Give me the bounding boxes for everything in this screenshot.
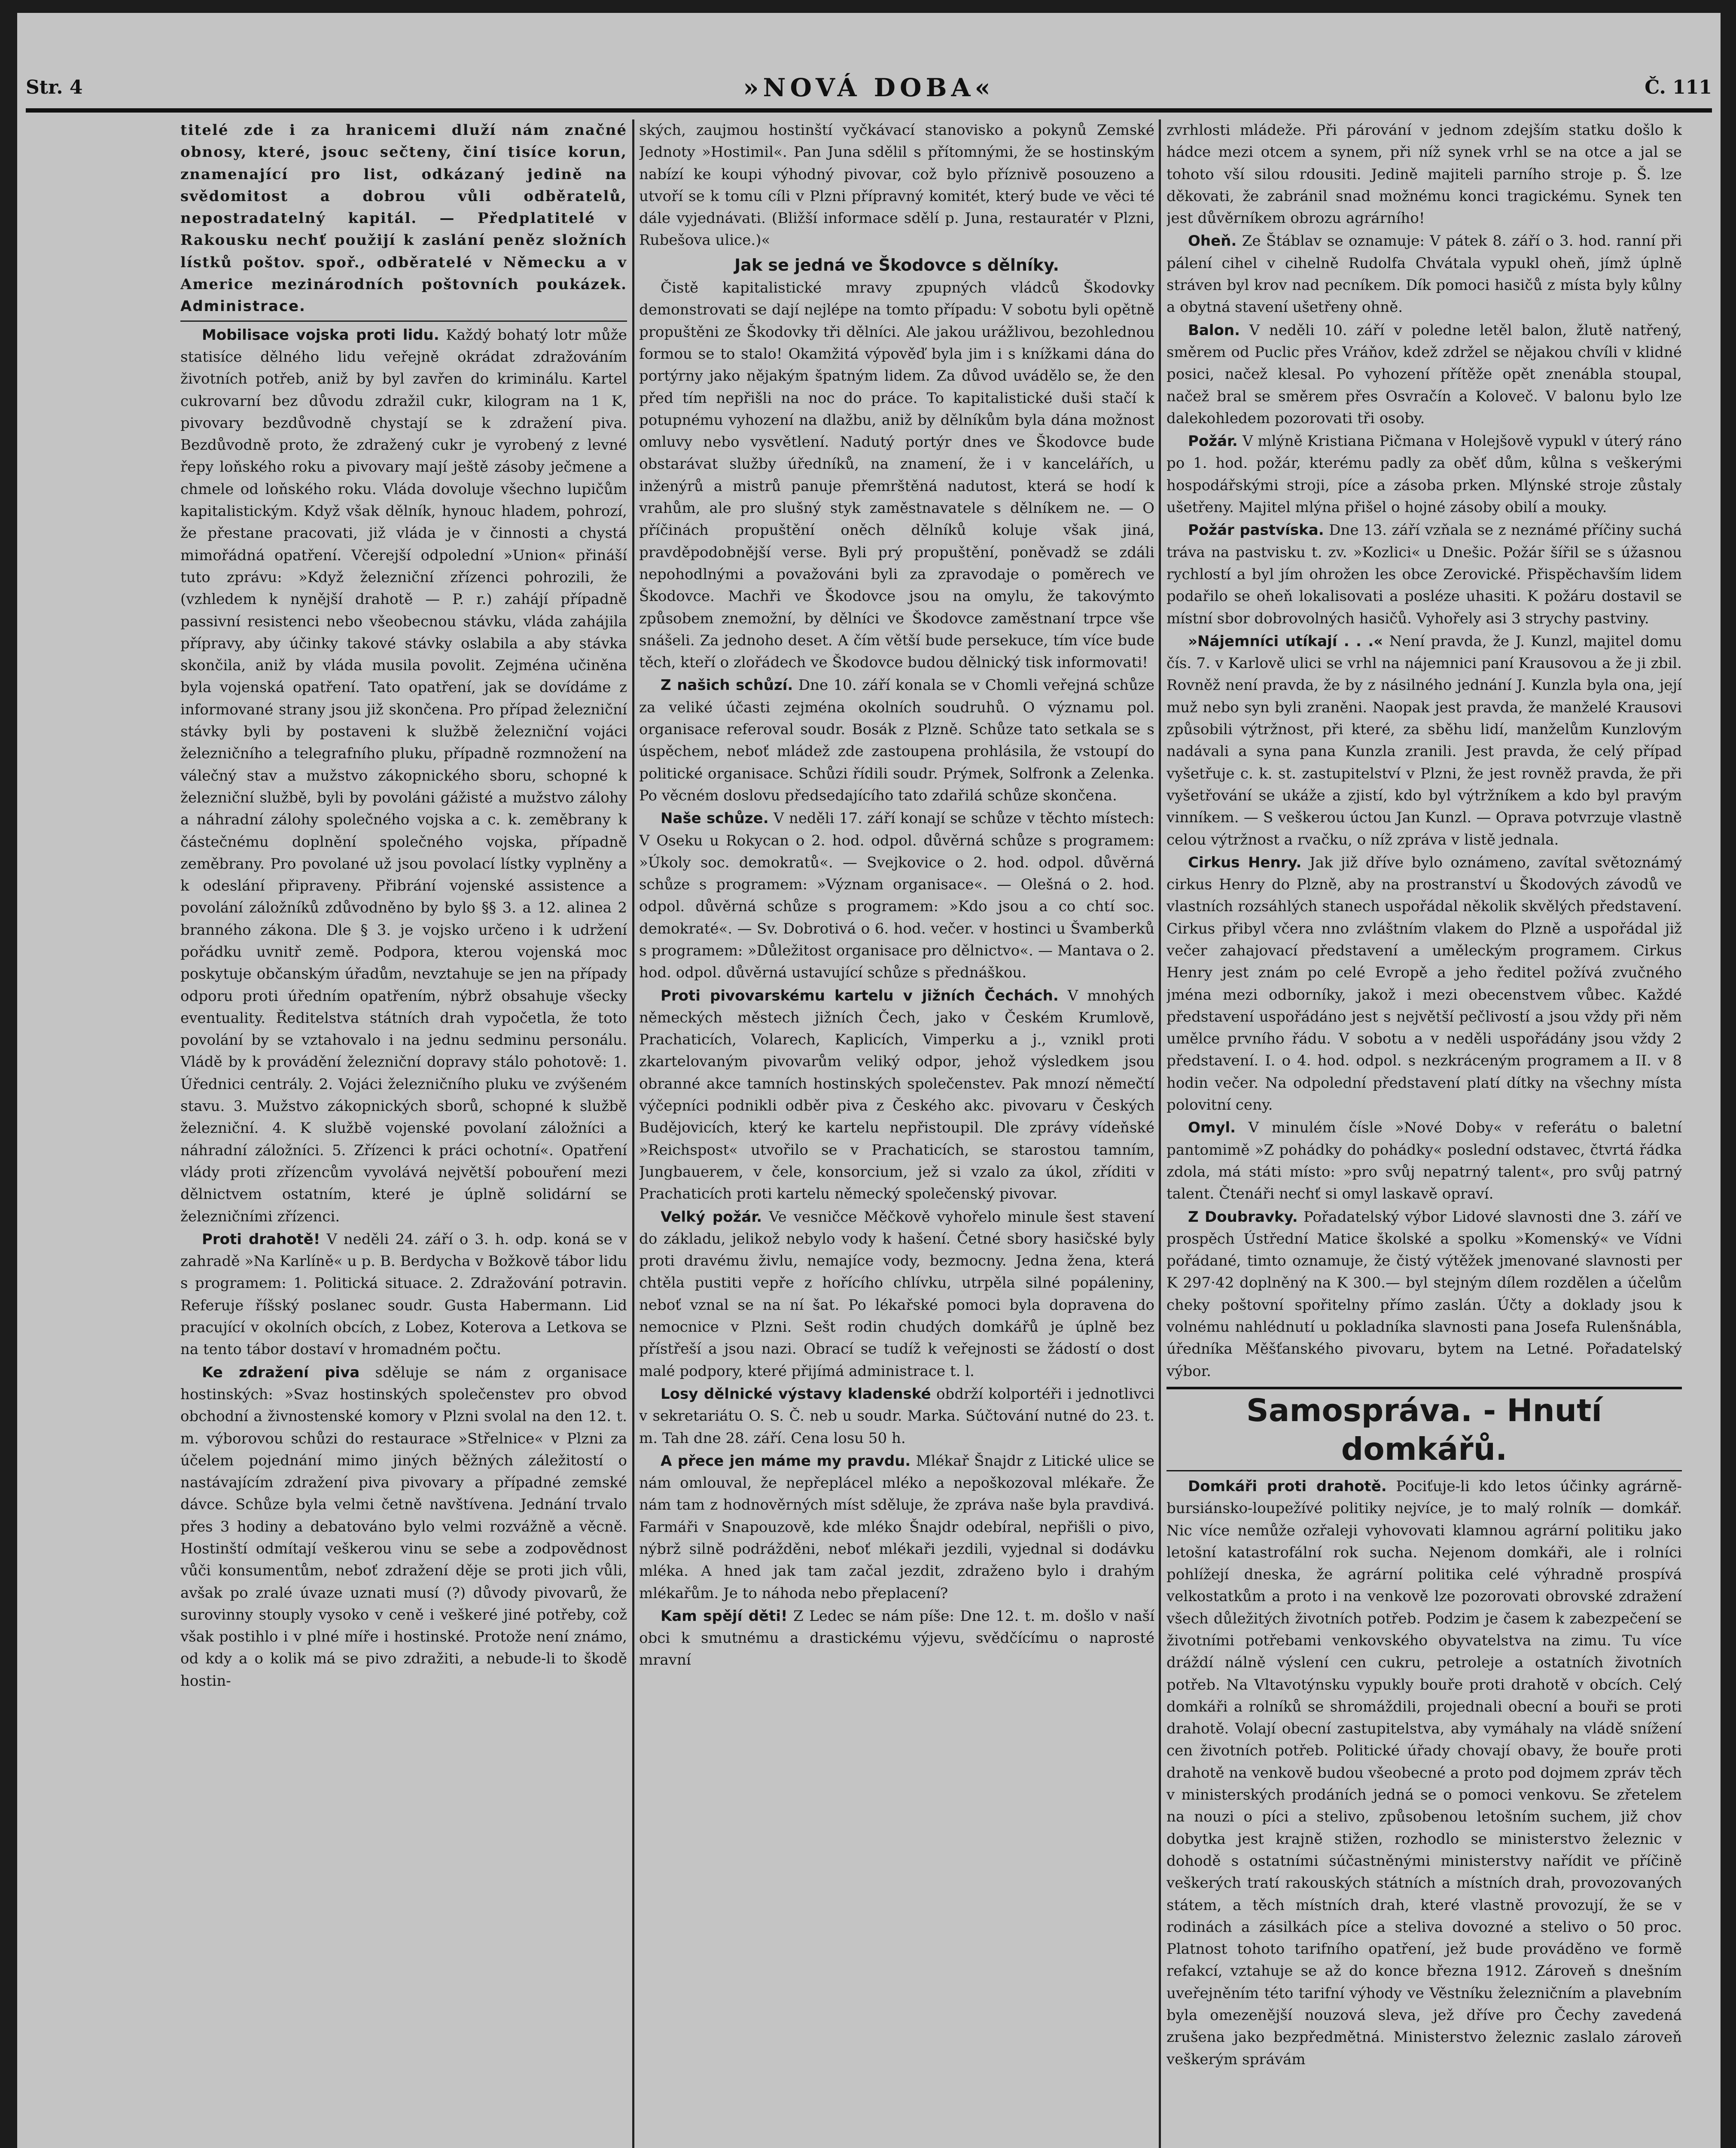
article-body: V minulém čísle »Nové Doby« v referátu o baletní pantomimě »Z pohádky do pohádky« poslední odstavec, čtvrtá řádka zdola, má státi místo: »pro svůj nepatrný talent«, pro svůj patrný talent. Čtenáři nechť si omyl laskavě opraví.	[1166, 1119, 1682, 1203]
article-body: Pociťuje-li kdo letos účinky agrárně-bursiánsko-loupežívé politiky nejvíce, je to malý rolník — domkář. Nic více nemůže ozřaleji vyhovovati klamnou agrární politiku jako letošní katastrofální rok sucha. Nejenom domkáři, ale i rolníci pohlížejí dneska, že agrární politika celé výhradně prospívá velkostatkům a proto i na venkově lze pozorovati obrovské zdražení všech důležitých životních potřeb. Podzim je časem k zabezpečení se životními potřebami venkovského obyvatelstva na zimu. Tu více dráždí nálně výslení cen cukru, petroleje a ostatních životních potřeb. Na Vltavotýnsku vypukly bouře proti drahotě v obcích. Celý domkáři a rolníků se shromáždili, projednali obecní a bouři se proti drahotě. Volají obecní zastupitelstva, aby vymáhaly na vládě snížení cen životních potřeb. Politické úřady chovají obavy, že bouře proti drahotě na venkově budou všeobecné a proto pod dojmem zpráv těch v ministerských prodáních jedná se o pomoci venkovu. Se zřetelem na nouzi o píci a stelivo, způsobenou letošním suchem, již chov dobytka jest krajně stižen, rozhodlo se ministerstvo železnic v dohodě s ostatními súčastněnými ministerstvy nařídit ve příčině veškerých tratí rakouských státních a místních drah, provozovaných státem, a těch místních drah, které vlastně provozují, že se v rodinách a zásilkách píce a steliva dovozné a stelivo o 50 proc. Platnost tohoto tarifního opatření, jež bude prováděno ve formě refakcí, vztahuje se až do konce března 1912. Zároveň s dnešním uveřejněním této tarifní výhody ve Věstníku železničním a plavebním byla omezenější nouzová sleva, jež dříve pro Čechy zavedená zrušena jako bezpředmětná. Ministerstvo železnic zaslalo zároveň veškerým správám	[1166, 1477, 1682, 2068]
article-title: A přece jen máme my pravdu.	[661, 1452, 911, 1470]
article-body: V neděli 24. září o 3. h. odp. koná se v zahradě »Na Karlíně« u p. B. Berdycha v Božkově tábor lidu s programem: 1. Politická situace. 2. Zdražování potravin. Referuje říšský poslanec soudr. Gusta Habermann. Lid pracující v okolních obcích, z Lobez, Koterova a Letkova se na tento tábor dostaví v hromadném počtu.	[180, 1230, 627, 1358]
article-body: Z Ledec se nám píše: Dne 12. t. m. došlo v naší obci k smutnému a drastickému výjevu, svědčícímu o naprosté mravní	[639, 1607, 1154, 1669]
article	[639, 1450, 1154, 1605]
article-body: obdrží kolportéři i jednotlivci v sekretariátu O. S. Č. neb u soudr. Marka. Súčtování nutné do 23. t. m. Tah dne 28. září. Cena losu 50 h.	[639, 1385, 1154, 1447]
newspaper-title: »NOVÁ DOBA«	[743, 73, 995, 102]
article-body: Dne 13. září vzňala se z neznámé příčiny suchá tráva na pastvisku t. zv. »Kozlici« u Dnešic. Požár šířil se s úžasnou rychlostí a byl jím ohrožen les obce Zerovické. Přispěchavším lidem podařilo se oheň lokalisovati a posléze uhasiti. K požáru dostavil se místní sbor dobrovolných hasičů. Vyhořely asi 3 strychy pastviny.	[1166, 522, 1682, 627]
article	[180, 1362, 627, 1692]
article-title: Kam spějí děti!	[661, 1607, 788, 1625]
column-divider	[1159, 119, 1161, 2148]
article-body: Mlékař Šnajdr z Litické ulice se nám omlouval, že nepřeplácel mléko a nepoškozoval mlékaře. Že nám tam z hodnověrných míst sděluje, že zpráva naše byla pravdivá. Farmáři v Snapouzově, kde mléko Šnajdr odebíral, nepřišli o pivo, nýbrž silně podrážděni, neboť mlékaři jezdili, vyjednal si dodávku mléka. A hned jak tam začal jezdit, zdraženo bylo i drahým mlékařům. Je to náhoda nebo přeplacení?	[639, 1452, 1154, 1602]
article-title: Velký požár.	[661, 1208, 762, 1226]
article-body: V mnohých německých městech jižních Čech, jako v Českém Krumlově, Prachaticích, Volarech, Kaplicích, Vimperku a j., vznikl proti zkartelovaným pivovarům veliký odpor, jehož výsledkem jsou obranné akce tamních hostinských společenstev. Pak mnozí němečtí výčepníci podnikli odběr piva z Českého akc. pivovaru v Českých Budějovicích, který ke kartelu nepřistoupil. Dle zprávy vídeňské »Reichspost« utvořilo se v Prachaticích, se starostou tamním, Jungbauerem, v čele, konsorcium, jež si vzalo za úkol, zříditi v Prachaticích proti kartelu německý společenský pivovar.	[639, 987, 1154, 1203]
column-1	[180, 119, 627, 2148]
section-heading: Samospráva. - Hnutí domkářů.	[1166, 1387, 1682, 1471]
article-title: »Nájemníci utíkají . . .«	[1188, 632, 1383, 650]
issue-number: Č. 111	[1645, 76, 1712, 98]
article	[1166, 320, 1682, 430]
article-continuation: zvrhlosti mládeže. Při párování v jednom zdejším statku došlo k hádce mezi otcem a synem, při níž synek vrhl se na otce a jal se tohoto vší silou rdousiti. Jedině majiteli parního stroje p. Š. lze děkovati, že zabránil snad možnému konci tragickému. Synek ten jest důvěrníkem obrozu agrárního!	[1166, 122, 1682, 227]
article-title: Požár.	[1188, 433, 1238, 450]
article-body: Není pravda, že J. Kunzl, majitel domu čís. 7. v Karlově ulici se vrhl na nájemnici paní Krausovou a že ji zbil. Rovněž není pravda, že by z násilného jednání J. Kunzla byla ona, její muž nebo syn byli zraněni. Naopak jest pravda, že manželé Krausovi způsobili výtržnost, při které, za sběhu lidí, manželům Kunzlovým nadávali a syna pana Kunzla zranili. Jest pravda, že celý případ vyšetřuje c. k. st. zastupitelství v Plzni, že jest rovněž pravda, že při vyšetřování se ukáže a zjistí, kdo byl výtržníkem a kdo byl pravým vinníkem. — S veškerou úctou Jan Kunzl. — Oprava potvrzuje vlastně celou výtržnost a rvačku, o níž zpráva v listě jednala.	[1166, 632, 1682, 848]
article-title: Z našich schůzí.	[661, 677, 793, 694]
article-title: Ke zdražení piva	[202, 1364, 360, 1381]
article-headline: Jak se jedná ve Škodovce s dělníky.	[734, 255, 1059, 275]
article-title: Požár pastvíska.	[1188, 522, 1324, 539]
article-body: Čistě kapitalistické mravy zpupných vládců Škodovky demonstrovati se dají nejlépe na tomto případu: V sobotu byli opětně propuštěni ze Škodovky tři dělníci. Ale jakou urážlivou, bezohlednou formou se to stalo! Okamžitá výpověď byla jim i s knížkami dána do portýrny jako nějakým špatným lidem. Za důvod uvádělo se, že den před tím nepřišli na noc do práce. To kapitalistické duši stačí k potupnému vyhození na dlažbu, aniž by dělníkům byla dána možnost omluvy nebo vysvětlení. Nadutý portýr dnes ve Škodovce bude obstarávat služby úředníků, na znamení, že i v kancelářích, u inženýrů a mistrů panuje přemrštěná nadutost, která se hodí k vrahům, ale pro slušný styk zaměstnavatele s dělníkem ne. — O příčinách propuštění oněch dělníků koluje však jiná, pravděpodobnější verse. Byli prý propuštění, poněvadž se zdáli nepohodlnými a považováni byli za zpravodaje o poměrech ve Škodovce. Machři ve Škodovce jsou na omylu, že takovýmto způsobem znemožní, by dělníci ve Škodovce zaměstnaní trpce vše snášeli. Za jednoho deset. A čím větší bude persekuce, tím více bude těch, kteří o zlořádech ve Škodovce budou dělnický tisk informovati!	[639, 279, 1154, 671]
article	[1166, 852, 1682, 1117]
article-title: Proti pivovarskému kartelu v jižních Čechách.	[661, 987, 1059, 1004]
article	[1166, 430, 1682, 519]
article-title: Oheň.	[1188, 232, 1237, 250]
article-body: Pořadatelský výbor Lidové slavnosti dne 3. září ve prospěch Ústřední Matice školské a spolku »Komenský« ve Vídni pořádané, timto oznamuje, že čistý výtěžek jmenované slavnosti per K 297·42 doplněný na K 300.— byl stejným dílem rozdělen a účelům cheky poštovní spořitelny přímo zaslán. Účty a doklady jsou k volnému nahlédnutí u pokladníka slavnosti pana Josefa Rulenšnábla, úředníka Měšťanského pivovaru, bytem na Letné. Pořadatelský výbor.	[1166, 1208, 1682, 1380]
article-title: Proti drahotě!	[202, 1230, 320, 1248]
article	[180, 324, 627, 1228]
column-3	[1166, 119, 1682, 2148]
article-body: V neděli 10. září v poledne letěl balon, žlutě natřený, směrem od Puclic přes Vráňov, kdež zdržel se nějakou chvíli v klidné posici, načež klesal. Po vyhození přítěže opět znenábla stoupal, načež bral se směrem přes Osvračín a Koloveč. V balonu bylo lze dalekohledem pozorovati tři osoby.	[1166, 321, 1682, 427]
article	[639, 808, 1154, 984]
article-body: Každý bohatý lotr může statisíce dělného lidu veřejně okrádat zdražováním životních potřeb, aniž by byl zavřen do kriminálu. Kartel cukrovarní bez důvodu zdražil cukr, kilogram na 1 K, pivovary bezdůvodně chystají se k zdražení piva. Bezdůvodně proto, že zdražený cukr je vyrobený z levné řepy loňského roku a pivovary mají ještě zásoby ječmene a chmele od loňského roku. Vláda dovoluje všechno lupičům kapitalistickým. Když však dělník, hynouc hladem, pohrozí, že přestane pracovati, již vláda je v činnosti a chystá mimořádná opatření. Včerejší odpolední »Union« přináší tuto zprávu: »Když železniční zřízenci pohrozili, že (vzhledem k nynější drahotě — P. r.) zahájí případně passivní resistenci nebo všeobecnou stávku, vláda zahájila přípravy, aby účinky takové stávky oslabila a aby stávka skončila, aniž by vláda musila povolit. Zejména učiněna byla vojenská opatření. Tato opatření, jak se dovídáme z informované strany jsou již skončena. Pro případ železniční stávky byli by postaveni k službě železniční vojáci železničního a telegrafního pluku, případně rozmnožení na válečný stav a mužstvo zákopnického sboru, schopné k železniční službě, byli by povoláni gážisté a mužstvo zálohy a náhradní zálohy společného vojska a c. k. zeměbrany k částečnému doplnění společného vojska, případně zeměbrany. Pro povolané už jsou povolací lístky vyplněny a k odeslání připraveny. Přibrání vojenské assistence a povolání záložníků zdůvodněno by bylo §§ 3. a 12. alinea 2 branného zákona. Dle § 3. je vojsko určeno i k udržení pořádku uvnitř země. Podpora, kterou vojenská moc poskytuje občanským úřadům, nevztahuje se jen na případy odporu proti úředním opatřením, nýbrž obsahuje všecky eventuality. Ředitelstva státních drah vypočetla, že toto povolání by se vztahovalo i na jednu sedminu personálu. Vládě by k provádění železniční dopravy stálo pohotově: 1. Úřednici centrály. 2. Vojáci železničního pluku ve zvýšeném stavu. 3. Mužstvo zákopnických sborů, schopné k službě železniční. 4. K službě vojenské povolaní záložníci a náhradní záložníci. 5. Zřízenci k práci ochotní«. Opatření vlády proti zřízencům vyvolává největší pobouření mezi dělnictvem ostatním, které je úplně solidární se železničními zřízenci.	[180, 326, 627, 1225]
article	[180, 1229, 627, 1361]
subscription-notice	[180, 119, 627, 322]
article	[1166, 1206, 1682, 1382]
article-title: Naše schůze.	[661, 810, 769, 827]
masthead	[26, 46, 1712, 111]
article	[1166, 1117, 1682, 1205]
article	[639, 1383, 1154, 1449]
article-body: Jak již dříve bylo oznámeno, zavítal světoznámý cirkus Henry do Plzně, aby na prostranství u Škodových závodů ve vlastních rozsáhlých stanech uspořádal několik skvělých představení. Cirkus přibyl včera nno zvláštním vlakem do Plzně a uspořádal již večer zahajovací představení a uměleckým programem. Cirkus Henry jest znám po celé Evropě a jeho ředitel požívá zvučného jména mezi odborníky, jakož i mezi obecenstvem vůbec. Každé představení uspořádáno jest s největší pečlivostí a jsou vždy při něm umělce prvního řádu. V sobotu a v neděli uspořádány jsou vždy 2 představení. I. o 4. hod. odpol. s nezkráceným programem a II. v 8 hodin večer. Na odpolední představení platí dítky na všechny místa polovitní ceny.	[1166, 854, 1682, 1114]
article	[1166, 631, 1682, 851]
article-title: Omyl.	[1188, 1119, 1236, 1137]
article-continuation: ských, zaujmou hostinští vyčkávací stanovisko a pokynů Zemské Jednoty »Hostimil«. Pan Juna sdělil s přítomnými, že se hostinským nabízí ke koupi výhodný pivovar, což bylo příznivě posouzeno a utvoří se k tomu cíli v Plzni přípravný komitét, který bude ve věci té dále vyjednávati. (Bližší informace sdělí p. Juna, restauratér v Plzni, Rubešova ulice.)«	[639, 122, 1154, 249]
article-body: V neděli 17. září konají se schůze v těchto místech: V Oseku u Rokycan o 2. hod. odpol. důvěrná schůze s programem: »Úkoly soc. demokratů«. — Svejkovice o 2. hod. odpol. důvěrná schůze s programem: »Význam organisace«. — Olešná o 2. hod. odpol. důvěrná schůze s programem: »Kdo jsou a co chtí soc. demokraté«. — Sv. Dobrotivá o 6. hod. večer. v hostinci u Švamberků s programem: »Důležitost organisace pro dělnictvo«. — Mantava o 2. hod. odpol. důvěrná ustavující schůze s přednáškou.	[639, 810, 1154, 982]
article	[639, 674, 1154, 807]
article-body: Ve vesničce Měčkově vyhořelo minule šest stavení do základu, jelikož nebylo vody k hašení. Četné sbory hasičské byly proti dravému živlu, nemajíce vody, bezmocny. Jedna žena, která chtěla pustiti vepře z hořícího chlívku, utrpěla silné popáleniny, neboť vznal se na ní šat. Po lékařské pomoci byla dopravena do nemocnice v Plzni. Sešt rodin chudých domkářů je úplně bez přístřeší a jsou nazi. Obrací se tudíž k veřejnosti se žádostí o dost malé podpory, které přijímá administrace t. l.	[639, 1208, 1154, 1380]
page-number: Str. 4	[26, 76, 83, 98]
article-body: Ze Štáblav se oznamuje: V pátek 8. září o 3. hod. ranní při pálení cihel v cihelně Rudolfa Chvátala vypukl oheň, jímž úplně stráven byl krov nad pecníkem. Dík pomoci hasičů z místa byly kůlny a obytná stavení ušetřeny ohně.	[1166, 232, 1682, 316]
article-title: Losy dělnické výstavy kladenské	[661, 1385, 931, 1403]
article-title: Mobilisace vojska proti lidu.	[202, 326, 439, 344]
column-divider	[632, 119, 634, 2148]
article-title: Balon.	[1188, 321, 1240, 339]
newspaper-page	[17, 13, 1721, 2148]
notice-text: titelé zde i za hranicemi dluží nám značné obnosy, které, jsouc sečteny, činí tisíce korun, znamenající pro list, odkázaný jedině na svědomitost a dobrou vůli odběratelů, nepostradatelný kapitál. — Předplatitelé v Rakousku nechť použijí k zaslání peněz složních lístků poštov. spoř., odběratelé v Německu a v Americe mezinárodních poštovních poukázek.	[180, 122, 627, 293]
article-title: Z Doubravky.	[1188, 1208, 1298, 1226]
masthead-rule	[26, 108, 1712, 113]
article-body: sděluje se nám z organisace hostinských: »Svaz hostinských společenstev pro obvod obchodní a živnostenské komory v Plzni svolal na den 12. t. m. výborovou schůzi do restaurace »Střelnice« v Plzni za účelem pojednání mimo jiných běžných záležitostí o nastávajícím zdražení piva pivovary a případné zemské dávce. Schůze byla velmi četně navštívena. Jednání trvalo přes 3 hodiny a debatováno bylo velmi rozvážně a věcně. Hostinští odmítají veškerou vinu se sebe a zodpovědnost vůči konsumentům, neboť zdražení děje se proti jich vůli, avšak po zralé úvaze uznati musí (?) důvody pivovarů, že surovinny stouply vysoko v ceně i veškeré jiné potřeby, což však postihlo i v plné míře i hostinské. Protože není známo, od kdy a o kolik má se pivo zdražiti, a nebude-li to škodě hostin-	[180, 1364, 627, 1690]
article-title: Cirkus Henry.	[1188, 854, 1302, 871]
article	[1166, 1476, 1682, 2071]
article	[639, 985, 1154, 1205]
article	[1166, 519, 1682, 629]
column-2	[639, 119, 1154, 2148]
article-body: Dne 10. září konala se v Chomli veřejná schůze za veliké účasti zejména okolních soudruhů. O významu pol. organisace referoval soudr. Bosák z Plzně. Schůze tato setkala se s úspěchem, neboť mládež zde zastoupena prohlásila, že vstoupí do politické organisace. Schůzi řídili soudr. Prýmek, Solfronk a Zelenka. Po věcném doslovu předsedajícího tato zdařilá schůze skončena.	[639, 677, 1154, 804]
article-title: Domkáři proti drahotě.	[1188, 1477, 1387, 1495]
article	[639, 1206, 1154, 1382]
notice-signature: Administrace.	[180, 298, 306, 315]
article-body: V mlýně Kristiana Pičmana v Holejšově vypukl v úterý ráno po 1. hod. požár, kterému padly za oběť dům, kůlna s veškerými hospodářskými stroji, píce a zásoba prken. Mlýnské stroje zůstaly ušetřeny. Majitel mlýna přišel o hojné zásoby obilí a mouky.	[1166, 433, 1682, 516]
article	[639, 1605, 1154, 1672]
article	[1166, 230, 1682, 318]
